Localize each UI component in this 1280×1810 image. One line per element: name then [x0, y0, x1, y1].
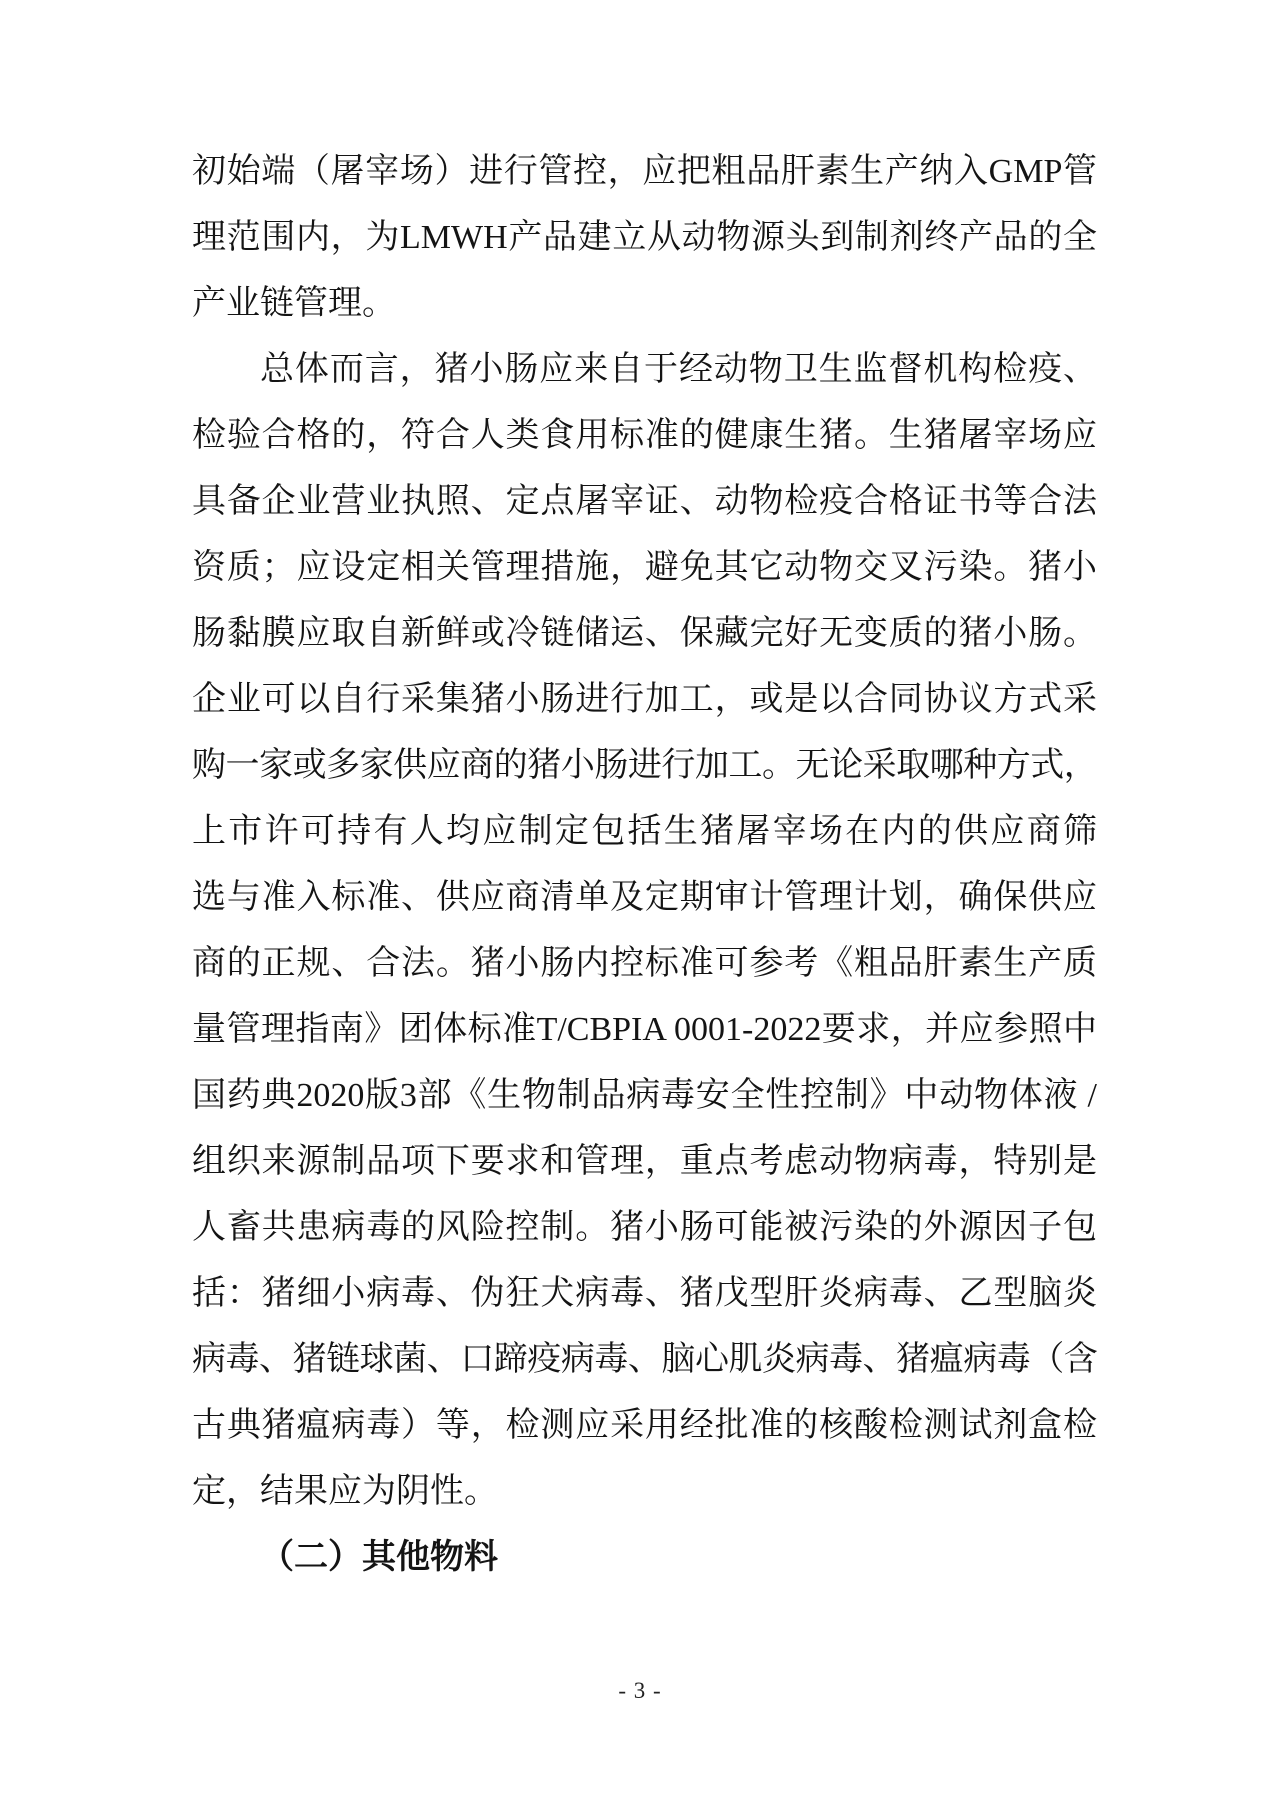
text-line: 商的正规、合法。猪小肠内控标准可参考《粗品肝素生产质: [192, 945, 1097, 982]
text-line: 选与准入标准、供应商清单及定期审计管理计划，确保供应: [192, 879, 1097, 916]
paragraph: [192, 1525, 1097, 1591]
text-line: 定，结果应为阴性。: [192, 1473, 498, 1510]
paragraph: [192, 139, 1097, 337]
text-line: 产业链管理。: [192, 285, 396, 322]
text-line: 肠黏膜应取自新鲜或冷链储运、保藏完好无变质的猪小肠。: [192, 615, 1097, 652]
text-line: 量管理指南》团体标准T/CBPIA 0001-2022要求，并应参照中: [192, 1011, 1097, 1048]
text-line: 国药典2020版3部《生物制品病毒安全性控制》中动物体液 /: [192, 1077, 1097, 1114]
text-line: 购一家或多家供应商的猪小肠进行加工。无论采取哪种方式，: [192, 747, 1097, 784]
text-line: 括：猪细小病毒、伪狂犬病毒、猪戊型肝炎病毒、乙型脑炎: [192, 1275, 1097, 1312]
text-line: 人畜共患病毒的风险控制。猪小肠可能被污染的外源因子包: [192, 1209, 1097, 1246]
text-line: 病毒、猪链球菌、口蹄疫病毒、脑心肌炎病毒、猪瘟病毒（含: [192, 1341, 1097, 1378]
page-number: - 3 -: [618, 1678, 662, 1703]
document-body: [192, 139, 1097, 1591]
text-line: 理范围内，为LMWH产品建立从动物源头到制剂终产品的全: [192, 219, 1097, 256]
text-line: 组织来源制品项下要求和管理，重点考虑动物病毒，特别是: [192, 1143, 1097, 1180]
text-line: 检验合格的，符合人类食用标准的健康生猪。生猪屠宰场应: [192, 417, 1097, 454]
text-line: 初始端（屠宰场）进行管控，应把粗品肝素生产纳入GMP管: [192, 153, 1097, 190]
text-line: 具备企业营业执照、定点屠宰证、动物检疫合格证书等合法: [192, 483, 1097, 520]
text-line: 上市许可持有人均应制定包括生猪屠宰场在内的供应商筛: [192, 813, 1097, 850]
text-line: 资质；应设定相关管理措施，避免其它动物交叉污染。猪小: [192, 549, 1097, 586]
text-line: 古典猪瘟病毒）等，检测应采用经批准的核酸检测试剂盒检: [192, 1407, 1097, 1444]
paragraph: [192, 337, 1097, 1525]
text-line: 企业可以自行采集猪小肠进行加工，或是以合同协议方式采: [192, 681, 1097, 718]
section-heading: （二）其他物料: [260, 1539, 498, 1576]
text-line: 总体而言，猪小肠应来自于经动物卫生监督机构检疫、: [260, 351, 1097, 388]
